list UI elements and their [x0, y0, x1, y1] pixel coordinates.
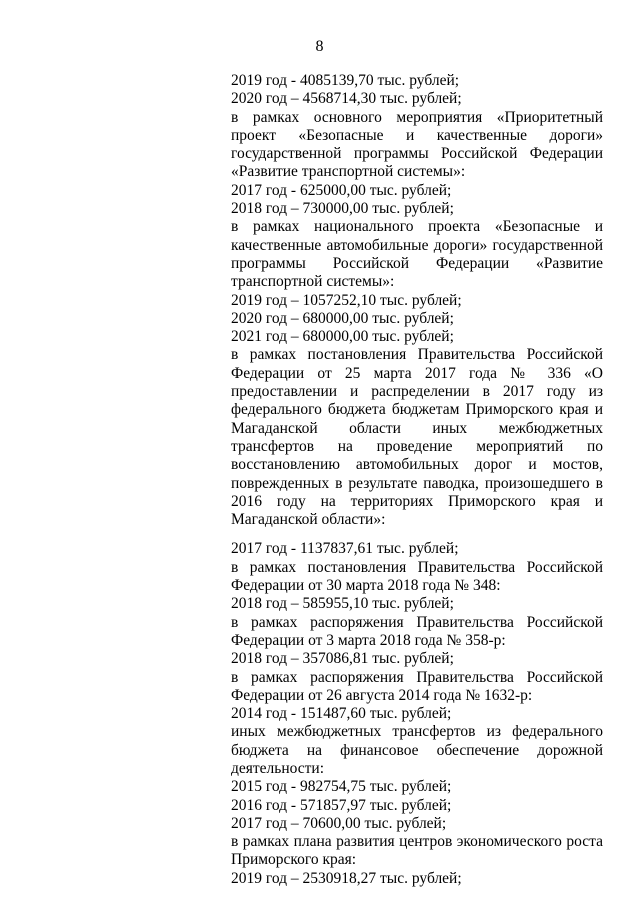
program-paragraph-resolution-348: в рамках постановления Правительства Российской Федерации от 30 марта 2018 года № 348:	[231, 558, 603, 595]
page-number: 8	[315, 38, 324, 55]
funding-line-2017: 2017 год - 625000,00 тыс. рублей;	[231, 181, 452, 199]
funding-line-2017: 2017 год – 70600,00 тыс. рублей;	[231, 814, 447, 832]
funding-line-2014: 2014 год - 151487,60 тыс. рублей;	[231, 705, 452, 723]
program-paragraph-national-project: в рамках национального проекта «Безопасные и качественные автомобильные дороги» государственной программы Российской Федерации «Развитие транспортной системы»:	[231, 218, 603, 291]
paragraph-spacer	[231, 529, 603, 540]
program-paragraph-resolution-336: в рамках постановления Правительства Российской Федерации от 25 марта 2017 года № 336 «О предоставлении и распределении в 2017 году из федерального бюджета бюджетам Приморского края и Магаданской области иных межбюджетных трансфертов на проведение мероприятий по восстановлению автомобильных дорог и мостов, поврежденных в результате паводка, произошедшего в 2016 году на территориях Приморского края и Магаданской области»:	[231, 346, 603, 529]
funding-line-2019: 2019 год – 1057252,10 тыс. рублей;	[231, 291, 462, 309]
document-body	[231, 72, 603, 888]
funding-line-2015: 2015 год - 982754,75 тыс. рублей;	[231, 778, 452, 796]
funding-line-2018: 2018 год – 585955,10 тыс. рублей;	[231, 595, 454, 613]
funding-line-2019: 2019 год - 4085139,70 тыс. рублей;	[231, 72, 460, 89]
funding-line-2019: 2019 год – 2530918,27 тыс. рублей;	[231, 869, 462, 887]
funding-line-2020: 2020 год – 680000,00 тыс. рублей;	[231, 309, 454, 327]
program-paragraph-interbudget-transfers: иных межбюджетных трансфертов из федерального бюджета на финансовое обеспечение дорожной деятельности:	[231, 723, 603, 777]
program-paragraph-order-1632: в рамках распоряжения Правительства Российской Федерации от 26 августа 2014 года № 1632-р:	[231, 668, 603, 704]
program-paragraph-order-358: в рамках распоряжения Правительства Российской Федерации от 3 марта 2018 года № 358-р:	[231, 613, 603, 649]
program-paragraph-priority-project: в рамках основного мероприятия «Приоритетный проект «Безопасные и качественные дороги» государственной программы Российской Федерации «Развитие транспортной системы»:	[231, 108, 603, 181]
funding-line-2017: 2017 год - 1137837,61 тыс. рублей;	[231, 540, 459, 558]
funding-line-2018: 2018 год – 730000,00 тыс. рублей;	[231, 200, 454, 218]
funding-line-2021: 2021 год – 680000,00 тыс. рублей;	[231, 328, 454, 346]
program-paragraph-growth-centers: в рамках плана развития центров экономического роста Приморского края:	[231, 833, 603, 869]
funding-line-2020: 2020 год – 4568714,30 тыс. рублей;	[231, 90, 462, 108]
funding-line-2018: 2018 год – 357086,81 тыс. рублей;	[231, 650, 454, 668]
funding-line-2016: 2016 год - 571857,97 тыс. рублей;	[231, 796, 452, 814]
